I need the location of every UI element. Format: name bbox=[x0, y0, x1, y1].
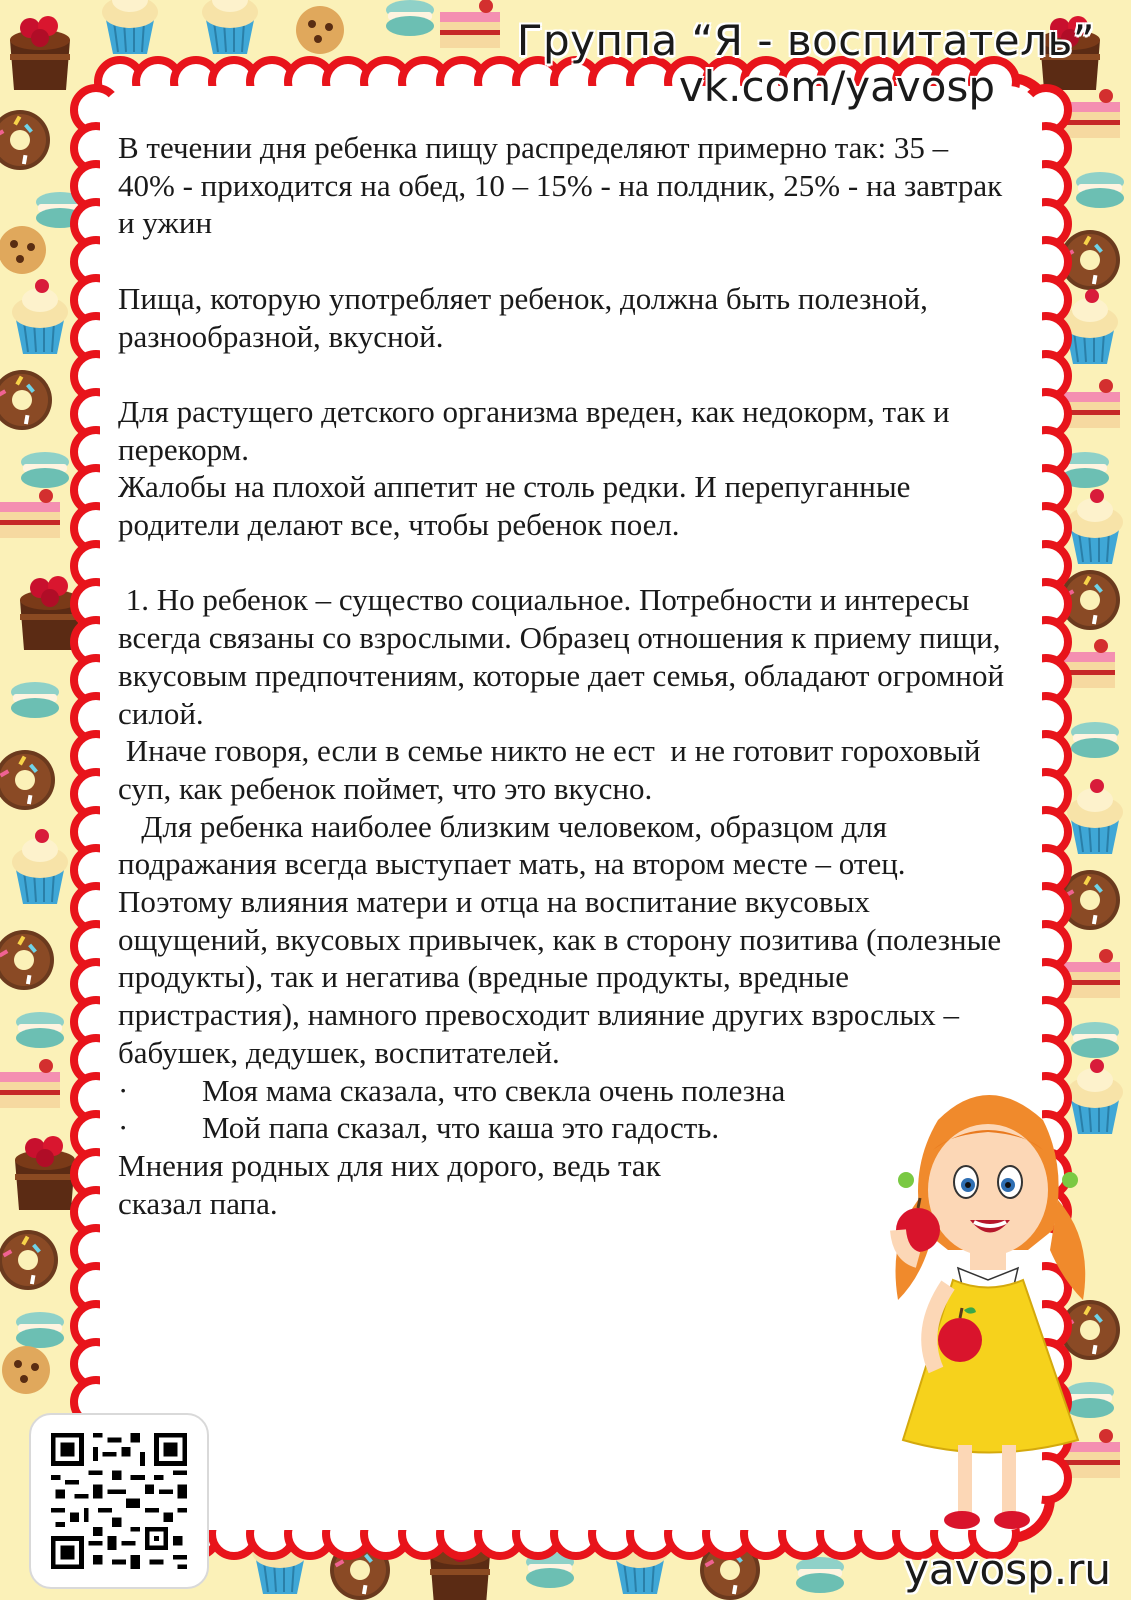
paragraph-meal-distribution: В течении дня ребенка пищу распределяют примерно так: 35 – 40% - приходится на обед, 10 – 15% - на полдник, 25% - на завтрак и ужин bbox=[118, 130, 1010, 241]
bullet-text: Моя мама сказала, что свекла очень полезна bbox=[202, 1072, 786, 1108]
article-body bbox=[118, 129, 1012, 1222]
bullet-text: Мой папа сказал, что каша это гадость. bbox=[202, 1110, 720, 1146]
qr-code[interactable] bbox=[29, 1413, 209, 1589]
bullet-mark: · bbox=[118, 1072, 129, 1108]
paragraph-overfeeding: Для растущего детского организма вреден, как недокорм, так и перекорм. bbox=[118, 393, 958, 467]
paragraph-relatives-opinion: Мнения родных для них дорого, ведь так сказал папа. bbox=[118, 1147, 661, 1221]
list-item bbox=[118, 1109, 1008, 1147]
group-title: Группа “Я - воспитатель” bbox=[516, 16, 1095, 65]
list-item bbox=[118, 1072, 1008, 1110]
header bbox=[517, 18, 1095, 110]
bullet-mark: · bbox=[118, 1110, 129, 1146]
qr-code-icon bbox=[51, 1433, 187, 1569]
paragraph-social-being: 1. Но ребенок – существо социальное. Потребности и интересы всегда связаны со взрослыми. Образец отношения к приему пищи, вкусовым предпочтениям, которые дает семья, обладают огромной силой. bbox=[118, 582, 1012, 731]
paragraph-food-quality: Пища, которую употребляет ребенок, должна быть полезной, разнообразной, вкусной. bbox=[118, 280, 936, 354]
paragraph-parents-influence: Для ребенка наиболее близким человеком, образцом для подражания всегда выступает мать, на втором месте – отец. Поэтому влияния матери и отца на воспитание вкусовых ощущений, вкусовых привычек, как в сторону позитива (полезные продукты), так и негатива (вредные продукты, вредные пристрастия), намного превосходит влияние других взрослых – бабушек, дедушек, воспитателей. bbox=[118, 808, 1009, 1070]
paragraph-pea-soup: Иначе говоря, если в семье никто не ест и не готовит гороховый суп, как ребенок поймет, что это вкусно. bbox=[118, 733, 989, 806]
footer-site-link[interactable]: yavosp.ru bbox=[904, 1545, 1111, 1594]
paragraph-appetite: Жалобы на плохой аппетит не столь редки. И перепуганные родители делают все, чтобы ребенок поел. bbox=[118, 469, 919, 542]
girl-with-apple-illustration bbox=[878, 1080, 1098, 1540]
vk-link[interactable]: vk.com/yavosp bbox=[678, 62, 995, 111]
